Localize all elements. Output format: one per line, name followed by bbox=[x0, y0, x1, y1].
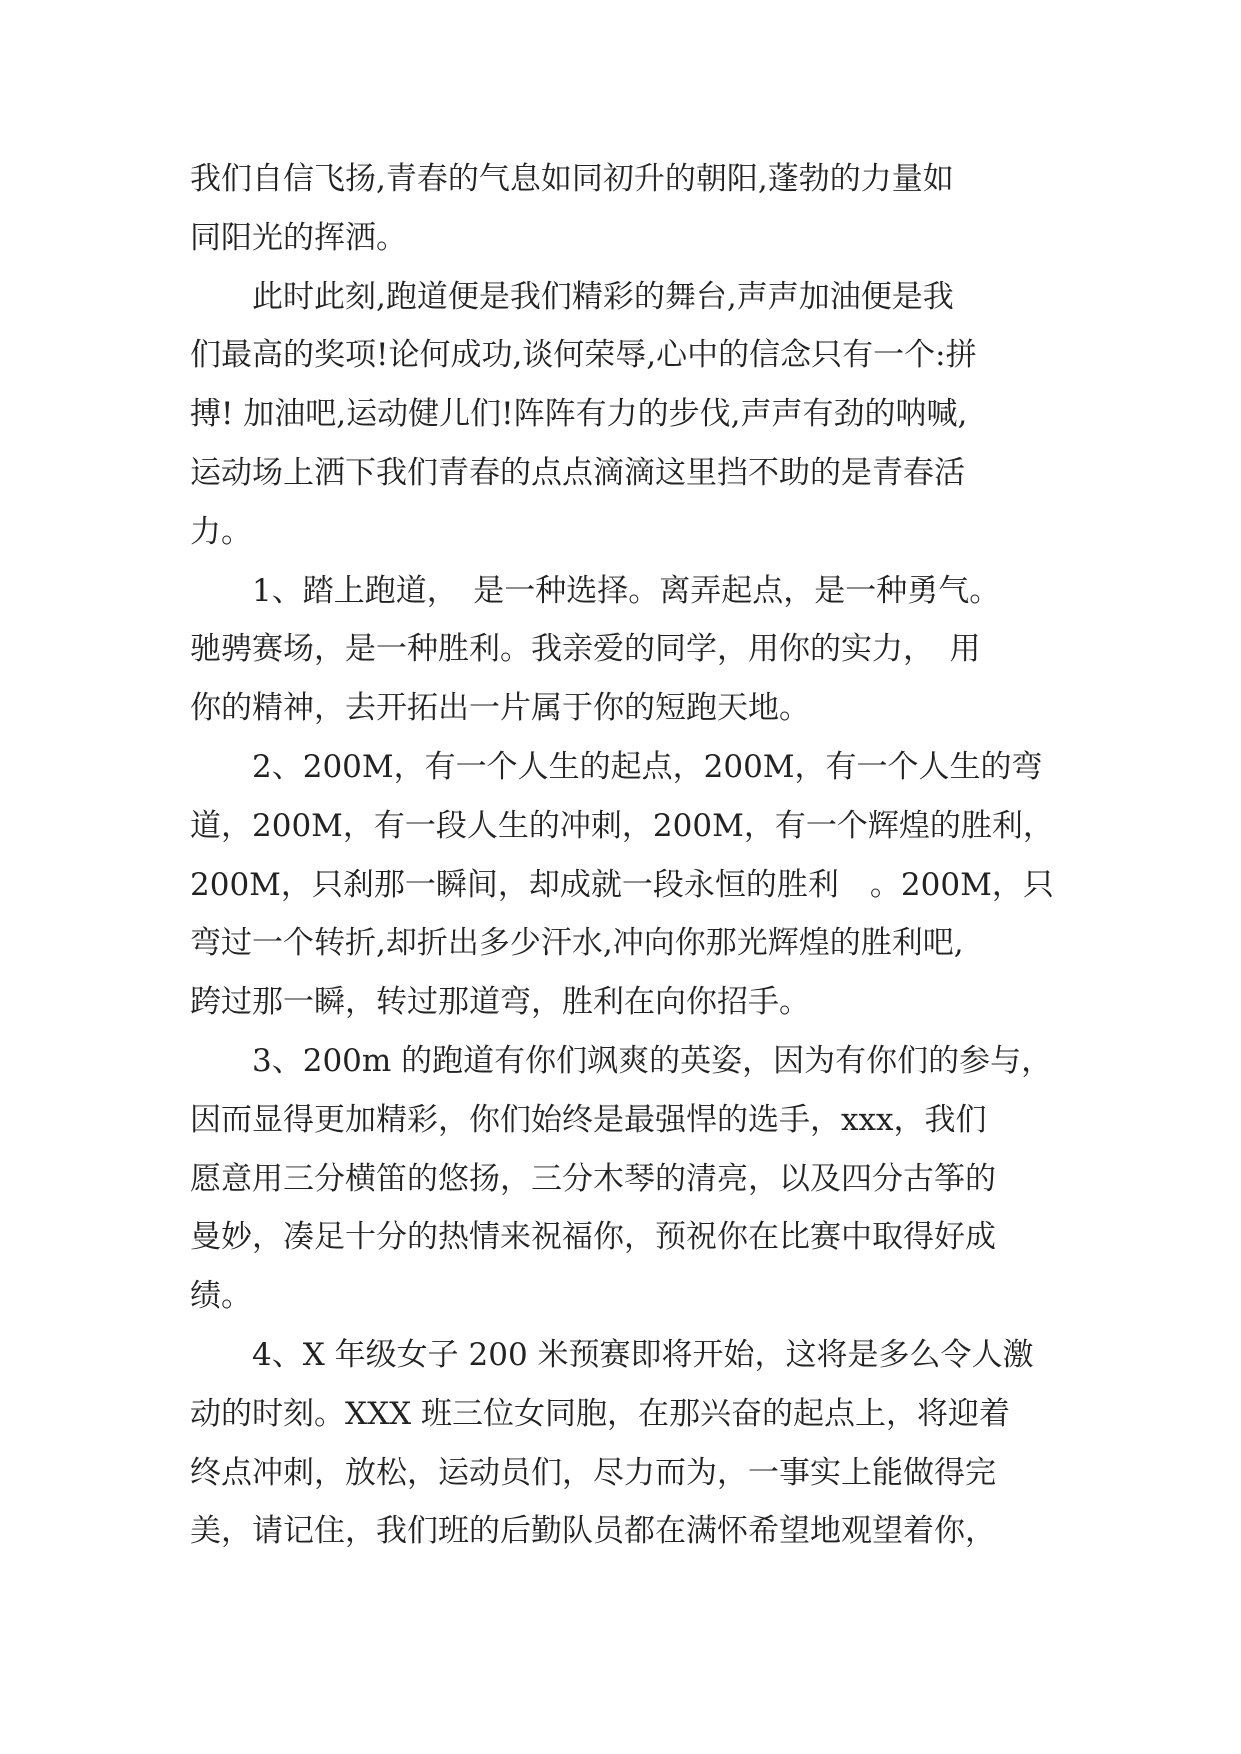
text-line: 驰骋赛场，是一种胜利。我亲爱的同学，用你的实力， 用 bbox=[190, 631, 981, 668]
text-line: 弯过一个转折,却折出多少汗水,冲向你那光辉煌的胜利吧, bbox=[190, 925, 964, 962]
text-line: 们最高的奖项!论何成功,谈何荣辱,心中的信念只有一个:拼 bbox=[190, 337, 977, 374]
text-line: 道，200M，有一段人生的冲刺，200M，有一个辉煌的胜利， bbox=[190, 807, 1054, 844]
text-line: 同阳光的挥洒。 bbox=[190, 219, 407, 256]
text-line: 动的时刻。XXX 班三位女同胞，在那兴奋的起点上，将迎着 bbox=[190, 1395, 1011, 1432]
text-line: 美，请记住，我们班的后勤队员都在满怀希望地观望着你， bbox=[190, 1513, 996, 1550]
text-line: 3、200m 的跑道有你们飒爽的英姿，因为有你们的参与， bbox=[190, 1042, 1053, 1079]
text-line: 终点冲刺，放松，运动员们，尽力而为，一事实上能做得完 bbox=[190, 1454, 996, 1491]
text-line: 运动场上洒下我们青春的点点滴滴这里挡不助的是青春活 bbox=[190, 454, 965, 491]
text-line: 曼妙，凑足十分的热情来祝福你，预祝你在比赛中取得好成 bbox=[190, 1219, 996, 1256]
document-body bbox=[190, 150, 1054, 1561]
text-line: 我们自信飞扬,青春的气息如同初升的朝阳,蓬勃的力量如 bbox=[190, 161, 954, 197]
text-line: 此时此刻,跑道便是我们精彩的舞台,声声加油便是我 bbox=[190, 278, 954, 315]
text-line: 因而显得更加精彩，你们始终是最强悍的选手，xxx，我们 bbox=[190, 1101, 987, 1138]
text-line: 力。 bbox=[190, 513, 252, 550]
text-line: 绩。 bbox=[190, 1278, 252, 1315]
text-line: 跨过那一瞬，转过那道弯，胜利在向你招手。 bbox=[190, 984, 810, 1021]
text-line: 搏! 加油吧,运动健儿们!阵阵有力的步伐,声声有劲的呐喊, bbox=[190, 396, 968, 433]
text-line: 你的精神，去开拓出一片属于你的短跑天地。 bbox=[190, 690, 810, 727]
text-line: 2、200M，有一个人生的起点，200M，有一个人生的弯 bbox=[190, 748, 1043, 785]
text-line: 1、踏上跑道， 是一种选择。离弄起点，是一种勇气。 bbox=[190, 572, 1001, 609]
text-line: 200M，只刹那一瞬间，却成就一段永恒的胜利 。200M，只 bbox=[190, 866, 1054, 903]
text-line: 4、X 年级女子 200 米预赛即将开始，这将是多么令人激 bbox=[190, 1336, 1034, 1373]
text-line: 愿意用三分横笛的悠扬，三分木琴的清亮，以及四分古筝的 bbox=[190, 1160, 996, 1197]
